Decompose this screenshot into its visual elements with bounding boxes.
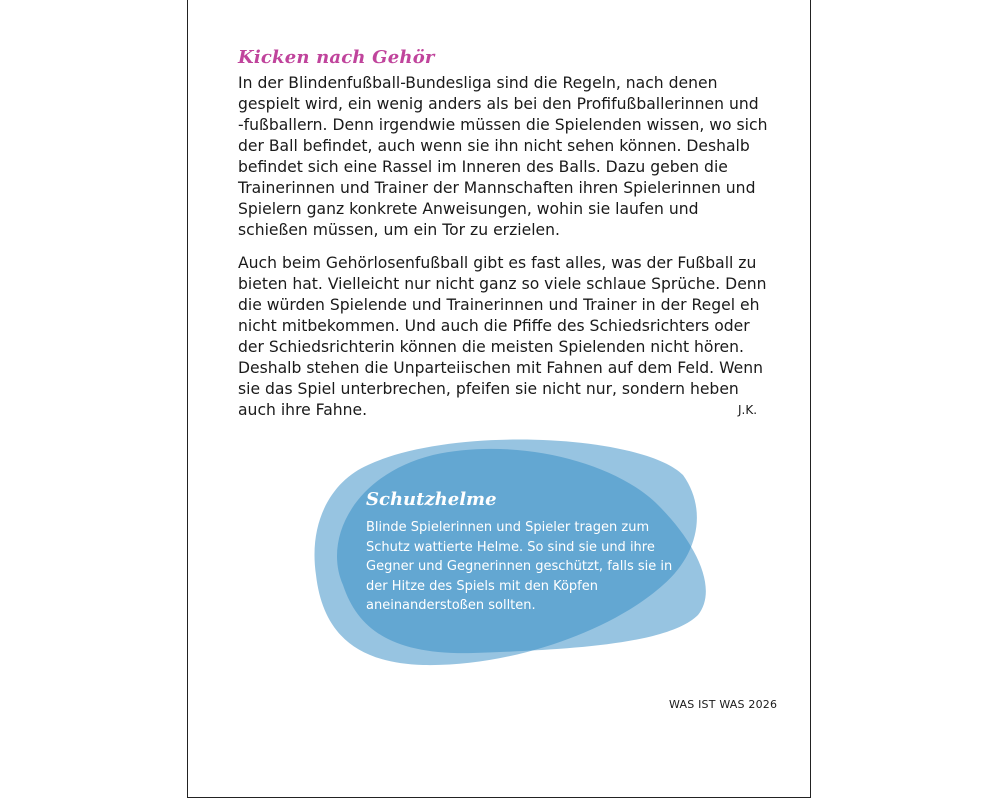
- author-initials: J.K.: [738, 403, 758, 417]
- article-heading: Kicken nach Gehör: [238, 47, 435, 68]
- document-page: [187, 0, 811, 798]
- infobox-text: Blinde Spielerinnen und Spieler tragen zum Schutz wattierte Helme. So sind sie und ihre Gegner und Gegnerinnen geschützt, falls sie in der Hitze des Spiels mit den Köpfen aneinanderstoßen sollten.: [366, 520, 673, 613]
- article-paragraph-2: Auch beim Gehörlosenfußball gibt es fast alles, was der Fußball zu bieten hat. Vielleicht nur nicht ganz so viele schlaue Sprüche. Denn die würden Spielende und Trainerinnen und Trainer in der Regel eh nicht mitbekommen. Und auch die Pfiffe des Schiedsrichters oder der Schiedsrichterin können die meisten Spielenden nicht hören. Deshalb stehen die Unparteiischen mit Fahnen auf dem Feld. Wenn sie das Spiel unterbrechen, pfeifen sie nicht nur, sondern heben auch ihre Fahne.: [238, 254, 767, 419]
- infobox-title: Schutzhelme: [366, 489, 497, 510]
- article-paragraph-1: In der Blindenfußball-Bundesliga sind die Regeln, nach denen gespielt wird, ein wenig anders als bei den Profifußballerinnen und -fußballern. Denn irgendwie müssen die Spielenden wissen, wo sich der Ball befindet, auch wenn sie ihn nicht sehen können. Deshalb befindet sich eine Rassel im Inneren des Balls. Dazu geben die Trainerinnen und Trainer der Mannschaften ihren Spielerinnen und Spielern ganz konkrete Anweisungen, wohin sie laufen und schießen müssen, um ein Tor zu erzielen.: [238, 74, 768, 239]
- footer-label: WAS IST WAS 2026: [669, 698, 778, 711]
